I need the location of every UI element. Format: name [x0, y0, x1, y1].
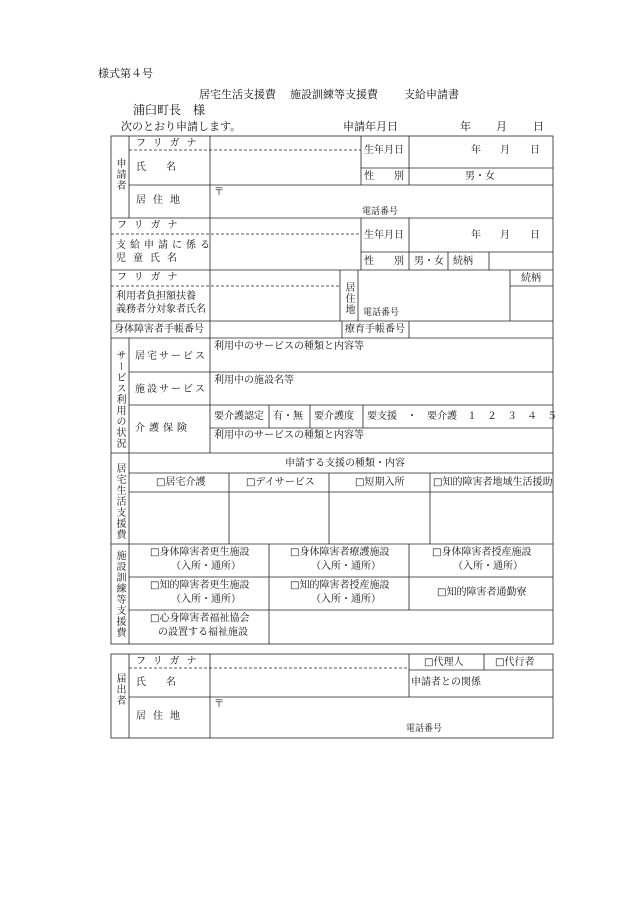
- child-birth-month: 月: [500, 230, 510, 241]
- option-short-stay[interactable]: □短期入所: [355, 477, 405, 488]
- apply-date-label: 申請年月日: [343, 120, 398, 133]
- form-title-application: 支給申請書: [404, 88, 459, 101]
- home-service-label: 居宅サービス: [135, 351, 207, 362]
- obligor-phone-label: 電話番号: [363, 308, 400, 318]
- physical-handbook-label: 身体障害者手帳番号: [114, 324, 204, 335]
- addressee: 浦臼町長 様: [133, 103, 206, 117]
- form-number: 様式第４号: [98, 67, 153, 80]
- facility-service-desc: 利用中の施設名等: [214, 375, 294, 386]
- notifier-agent-option[interactable]: □代理人: [424, 657, 464, 668]
- applicant-birth-month: 月: [500, 145, 510, 156]
- child-furigana-label: フリガナ: [117, 220, 185, 231]
- rehab-handbook-label: 療育手帳番号: [345, 324, 405, 335]
- child-birth-year: 年: [471, 230, 481, 241]
- home-support-section-label: 居宅生活支援費: [114, 463, 125, 540]
- child-sex-label: 性 別: [364, 256, 404, 267]
- child-relation-label: 続柄: [453, 256, 473, 267]
- child-birth-day: 日: [530, 230, 540, 241]
- applicant-birth-day: 日: [530, 145, 540, 156]
- apply-month-label: 月: [496, 120, 507, 133]
- child-label-line2: 児童氏名: [116, 253, 184, 264]
- care-yes-no: 有・無: [273, 411, 303, 422]
- applicant-sex-value: 男・女: [465, 171, 495, 182]
- notifier-relation-label: 申請者との関係: [411, 677, 481, 688]
- intellectual-rehab-sub: （入所・通所）: [171, 594, 241, 605]
- applicant-section-label: 申請者: [114, 158, 125, 191]
- facility-support-section-label: 施設訓練等支援費: [114, 550, 125, 638]
- option-physical-workshop-facility[interactable]: □身体障害者授産施設: [432, 547, 532, 558]
- facility-service-label: 施設サービス: [135, 384, 207, 395]
- applicant-name-label: 氏 名: [136, 162, 176, 173]
- option-physical-rehab-facility[interactable]: □身体障害者更生施設: [150, 547, 250, 558]
- obligor-label-line2: 義務者分対象者氏名: [116, 304, 206, 315]
- intro-text: 次のとおり申請します。: [121, 120, 242, 133]
- welfare-association-facility-line2: の設置する福祉施設: [158, 627, 248, 638]
- obligor-relation-label: 続柄: [521, 273, 541, 284]
- child-birth-label: 生年月日: [364, 230, 404, 241]
- option-home-care[interactable]: □居宅介護: [156, 477, 206, 488]
- apply-year-label: 年: [460, 120, 471, 133]
- option-group-home[interactable]: □知的障害者地域生活援助: [433, 477, 553, 488]
- notifier-address-label: 居住地: [136, 711, 187, 722]
- applicant-address-label: 居住地: [136, 195, 187, 206]
- option-intellectual-commuter-dorm[interactable]: □知的障害者通勤寮: [437, 587, 527, 598]
- care-insurance-label: 介護保険: [135, 423, 191, 434]
- option-intellectual-workshop-facility[interactable]: □知的障害者授産施設: [290, 580, 390, 591]
- option-day-service[interactable]: □デイサービス: [246, 477, 315, 488]
- notifier-proxy-option[interactable]: □代行者: [495, 657, 535, 668]
- apply-day-label: 日: [533, 120, 544, 133]
- physical-rehab-sub: （入所・通所）: [171, 561, 241, 572]
- home-support-header: 申請する支援の種類・内容: [285, 458, 405, 469]
- care-certification-label: 要介護認定: [214, 411, 264, 422]
- intellectual-workshop-sub: （入所・通所）: [311, 594, 381, 605]
- notifier-furigana-label: フリガナ: [136, 656, 204, 667]
- physical-nursing-sub: （入所・通所）: [311, 561, 381, 572]
- care-level-options: 要支援 ・ 要介護 １ ２ ３ ４ ５: [367, 411, 557, 422]
- applicant-birth-label: 生年月日: [364, 145, 404, 156]
- applicant-birth-year: 年: [471, 145, 481, 156]
- applicant-postal-mark: 〒: [214, 187, 224, 198]
- care-service-desc: 利用中のサービスの種類と内容等: [214, 430, 364, 441]
- option-physical-nursing-facility[interactable]: □身体障害者療護施設: [290, 547, 390, 558]
- child-label-line1: 支給申請に係る: [116, 240, 214, 251]
- applicant-furigana-label: フリガナ: [136, 138, 204, 149]
- child-sex-value: 男・女: [414, 256, 444, 267]
- obligor-label-line1: 利用者負担額扶養: [116, 291, 196, 302]
- service-status-section-label: サービス利用の状況: [114, 350, 125, 449]
- obligor-furigana-label: フリガナ: [117, 272, 185, 283]
- notifier-postal-mark: 〒: [214, 699, 224, 710]
- form-title-home: 居宅生活支援費: [199, 88, 276, 101]
- applicant-phone-label: 電話番号: [362, 207, 399, 217]
- care-level-label: 要介護度: [314, 411, 354, 422]
- option-welfare-association-facility[interactable]: □心身障害者福祉協会: [150, 613, 250, 624]
- obligor-address-label: 居住地: [343, 282, 354, 315]
- applicant-sex-label: 性 別: [364, 171, 404, 182]
- option-intellectual-rehab-facility[interactable]: □知的障害者更生施設: [150, 580, 250, 591]
- notifier-name-label: 氏 名: [136, 677, 176, 688]
- physical-workshop-sub: （入所・通所）: [453, 561, 523, 572]
- notifier-phone-label: 電話番号: [406, 724, 443, 734]
- home-service-desc: 利用中のサービスの種類と内容等: [214, 341, 364, 352]
- notifier-section-label: 届出者: [114, 673, 125, 706]
- form-title-facility: 施設訓練等支援費: [290, 88, 378, 101]
